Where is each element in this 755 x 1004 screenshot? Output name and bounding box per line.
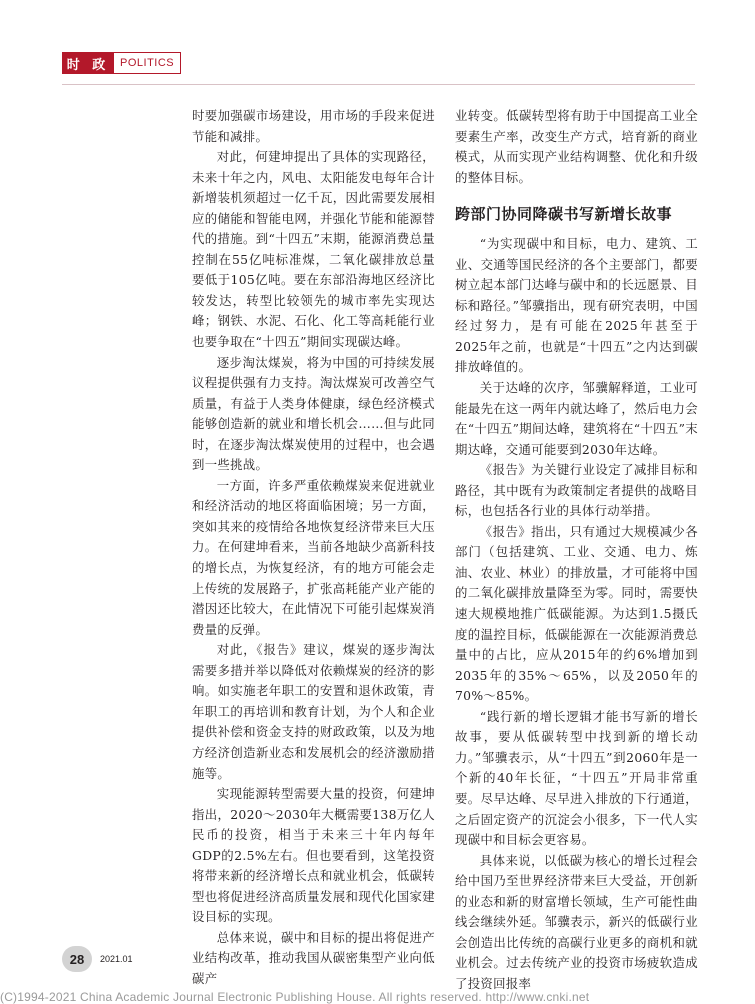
paragraph: 《报告》为关键行业设定了减排目标和路径，其中既有为政策制定者提供的战略目标，也包括各行业的具体行动举措。 <box>455 462 698 519</box>
paragraph: “为实现碳中和目标，电力、建筑、工业、交通等国民经济的各个主要部门，都要树立起本部门达峰与碳中和的长远愿景、目标和路径。”邹骥指出，现有研究表明，中国经过努力，是有可能在2025年甚至于2025年之前，也就是“十四五”之内达到碳排放峰值的。 <box>455 236 698 375</box>
subheading: 跨部门协同降碳书写新增长故事 <box>455 205 673 224</box>
copyright-notice: (C)1994-2021 China Academic Journal Electronic Publishing House. All rights reserved. http://www.cnki.net <box>0 990 590 1004</box>
right-column <box>455 106 698 994</box>
paragraph: 具体来说，以低碳为核心的增长过程会给中国乃至世界经济带来巨大受益，开创新的业态和新的财富增长领域，生产可能性曲线会继续外延。邹骥表示，新兴的低碳行业会创造出比传统的高碳行业更多的商机和就业机会。过去传统产业的投资市场疲软造成了投资回报率 <box>455 852 698 991</box>
paragraph: 一方面，许多严重依赖煤炭来促进就业和经济活动的地区将面临困境；另一方面，突如其来的疫情给各地恢复经济带来巨大压力。在何建坤看来，当前各地缺少高新科技的增长点，为恢复经济，有的地方可能会走上传统的发展路子，扩张高耗能产业产能的潜因还比较大，在此情况下可能引起煤炭消费量的反弹。 <box>192 477 435 637</box>
paragraph: 对此，《报告》建议，煤炭的逐步淘汰需要多措并举以降低对依赖煤炭的经济的影响。如实施老年职工的安置和退休政策，青年职工的再培训和教育计划，为个人和企业提供补偿和资金支持的财政政策，以及为地方经济创造新业态和发展机会的经济激励措施等。 <box>192 642 435 781</box>
header-divider <box>62 84 695 85</box>
right-column-body <box>455 234 698 994</box>
left-column <box>192 106 435 990</box>
paragraph: 实现能源转型需要大量的投资，何建坤指出，2020～2030年大概需要138万亿人民币的投资，相当于未来三十年内每年GDP的2.5%左右。但也要看到，这笔投资将带来新的经济增长点和就业机会，低碳转型也将促进经济高质量发展和现代化国家建设目标的实现。 <box>192 786 435 925</box>
paragraph: 关于达峰的次序，邹骥解释道，工业可能最先在这一两年内就达峰了，然后电力会在“十四五”期间达峰，建筑将在“十四五”末期达峰，交通可能要到2030年达峰。 <box>455 380 698 457</box>
paragraph: 时要加强碳市场建设，用市场的手段来促进节能和减排。 <box>192 108 435 144</box>
paragraph: 《报告》指出，只有通过大规模减少各部门（包括建筑、工业、交通、电力、炼油、农业、林业）的排放量，才可能将中国的二氧化碳排放量降至为零。同时，需要快速大规模地推广低碳能源。为达到1.5摄氏度的温控目标，低碳能源在一次能源消费总量中的占比，应从2015年的约6%增加到2035年的35%～65%，以及2050年的70%～85%。 <box>455 523 698 704</box>
page-number: 28 <box>62 946 92 972</box>
paragraph: 业转变。低碳转型将有助于中国提高工业全要素生产率，改变生产方式，培育新的商业模式，从而实现产业结构调整、优化和升级的整体目标。 <box>455 108 698 185</box>
page-footer <box>62 946 133 972</box>
section-label-en: POLITICS <box>114 52 181 74</box>
issue-label: 2021.01 <box>100 954 133 964</box>
paragraph: 总体来说，碳中和目标的提出将促进产业结构改革，推动我国从碳密集型产业向低碳产 <box>192 929 435 986</box>
paragraph: “践行新的增长逻辑才能书写新的增长故事，要从低碳转型中找到新的增长动力。”邹骥表示，从“十四五”到2060年是一个新的40年长征，“十四五”开局非常重要。尽早达峰、尽早进入排放的下行通道，之后固定资产的沉淀会小很多，下一代人实现碳中和目标会更容易。 <box>455 708 698 848</box>
paragraph: 对此，何建坤提出了具体的实现路径，未来十年之内，风电、太阳能发电每年合计新增装机须超过一亿千瓦，因此需要发展相应的储能和智能电网，并强化节能和能源替代的措施。到“十四五”末期，能源消费总量控制在55亿吨标准煤，二氧化碳排放总量要低于105亿吨。要在东部沿海地区经济比较发达，转型比较领先的城市率先实现达峰；钢铁、水泥、石化、化工等高耗能行业也要争取在“十四五”期间实现碳达峰。 <box>192 149 435 350</box>
section-tag <box>62 52 181 74</box>
section-label-zh: 时 政 <box>62 52 114 74</box>
paragraph: 逐步淘汰煤炭，将为中国的可持续发展议程提供强有力支持。淘汰煤炭可改善空气质量，有益于人类身体健康，绿色经济模式能够创造新的就业和增长机会……但与此同时，在逐步淘汰煤炭使用的过程中，也会遇到一些挑战。 <box>192 354 435 473</box>
